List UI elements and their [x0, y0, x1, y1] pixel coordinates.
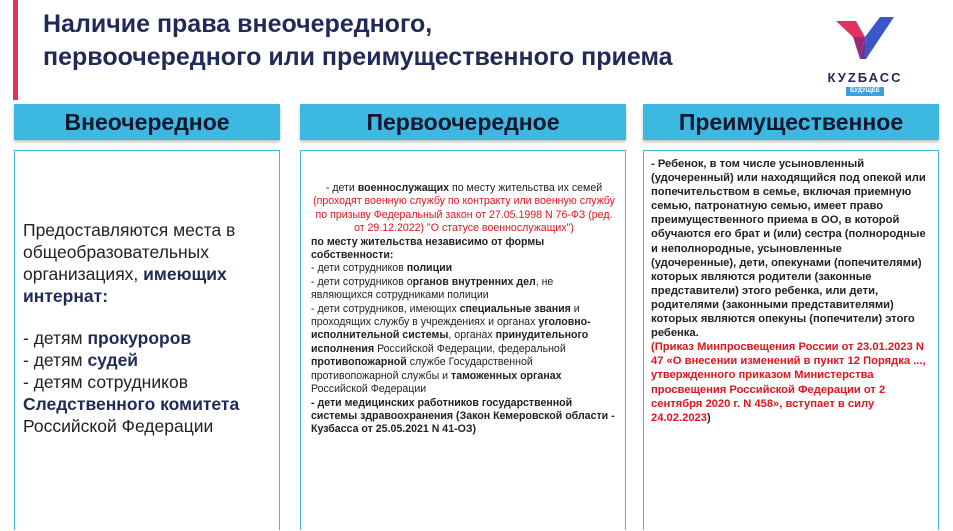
list-item: - детям сотрудников: [23, 372, 188, 392]
panel-out-of-turn: [14, 150, 280, 530]
panel-preferential: [643, 150, 939, 530]
page-title-line-1: Наличие права внеочередного,: [43, 10, 433, 38]
list-item: - дети сотрудников, имеющих специальные звания и проходящих службу в учреждениях и органах уголовно-исполнительной системы, органах принудительного исполнения Российской Федерации, федеральной противопожарной службе Государственной противопожарной службы и таможенных органах Российской Федерации: [311, 302, 591, 396]
list-item: - дети медицинских работников государственной системы здравоохранения (Закон Кемеровской области - Кузбасса от 25.05.2021 N 41-ОЗ): [311, 396, 615, 436]
first-priority-text: [311, 182, 617, 437]
page-title-line-2: первоочередного или преимущественного приема: [43, 43, 673, 71]
list-item: - дети сотрудников полиции: [311, 262, 453, 275]
header-out-of-turn: Внеочередное: [14, 104, 280, 140]
preferential-text: [651, 157, 927, 425]
logo-wordmark: КУZБАСС: [827, 70, 903, 85]
out-of-turn-intro: Предоставляются места в общеобразовательных организациях, имеющих интернат:: [23, 220, 236, 306]
out-of-turn-text: [23, 219, 273, 437]
logo-tag: БУДУЩЕЕ: [846, 87, 884, 96]
accent-bar: [13, 0, 18, 100]
preferential-body: - Ребенок, в том числе усыновленный (удочеренный) или находящийся под опекой или попечительством в семье, включая приемную семью, патронатную семью, имеет право преимущественного приема в ОО, в которой обучаются его брат и (или) сестра (полнородные и неполнородные, усыновленные (удочеренные), дети, опекунами (попечителями) которых являются родители (законные представители) этого ребенка, или дети, родителями (законными представителями) которых являются опекуны (попечители) этого ребенка.: [651, 158, 926, 340]
list-item: Следственного комитета Российской Федерации: [23, 394, 240, 436]
any-ownership-heading: по месту жительства независимо от формы собственности:: [311, 235, 545, 262]
kuzbass-logo: [810, 15, 920, 101]
header-preferential: Преимущественное: [643, 104, 939, 140]
page-title: [43, 8, 673, 74]
list-item: - дети сотрудников органов внутренних дел, не являющихся сотрудниками полиции: [311, 275, 554, 302]
preferential-order: (Приказ Минпросвещения России от 23.01.2023 N 47 «О внесении изменений в пункт 12 Порядка ..., утвержденного приказом Министерства просвещения Российской Федерации от 2 сентября 2020 г. N 458», вступает в силу 24.02.2023): [651, 341, 926, 424]
military-children: - дети военнослужащих по месту жительства их семей (проходят военную службу по контракту или военную службу по призыву Федеральный закон от 27.05.1998 N 76-ФЗ (ред. от 29.12.2022) "О статусе военнослужащих"): [313, 182, 615, 235]
header-first-priority: Первоочередное: [300, 104, 626, 140]
list-item: - детям прокуроров: [23, 328, 192, 348]
panel-first-priority: [300, 150, 626, 530]
list-item: - детям судей: [23, 350, 139, 370]
kuzbass-logo-mark-icon: [834, 15, 896, 67]
